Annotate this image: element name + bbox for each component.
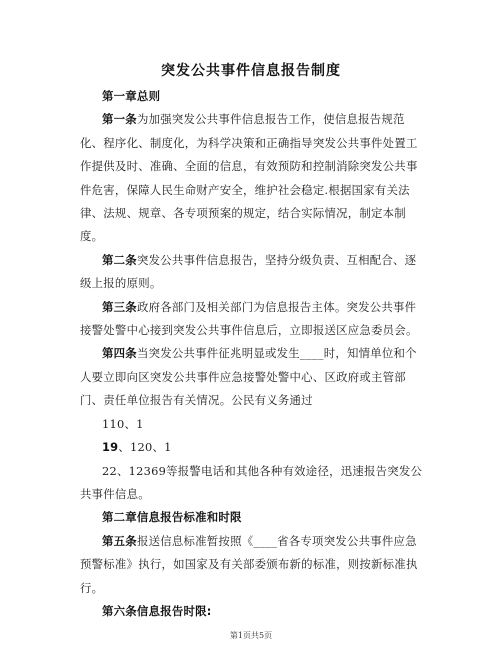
article-5-label: 第五条: [102, 533, 137, 548]
phone-line-19: [80, 436, 424, 459]
article-2: [80, 249, 424, 296]
article-3: [80, 296, 424, 343]
document-body: [80, 85, 424, 623]
phone-line-19-rest: 、120、1: [118, 440, 172, 455]
article-3-text: 政府各部门及相关部门为信息报告主体。突发公共事件接警处警中心接到突发公共事件信息后，立即报送区应急委员会。: [80, 299, 418, 338]
article-4-label: 第四条: [102, 346, 137, 361]
article-1-label: 第一条: [102, 112, 137, 127]
article-2-text: 突发公共事件信息报告，坚持分级负责、互相配合、逐级上报的原则。: [80, 252, 417, 291]
phone-line-110: 110、1: [102, 416, 144, 431]
phone-line-19-bold: 19: [102, 440, 119, 455]
article-1: [80, 108, 424, 248]
article-6-heading: 第六条信息报告时限:: [102, 603, 212, 618]
phone-line-22: 22、12369等报警电话和其他各种有效途径，迅速报告突发公共事件信息。: [80, 463, 423, 501]
chapter-2-heading: 第二章信息报告标准和时限: [102, 510, 242, 525]
article-4-text: 当突发公共事件征兆明显或发生____时，知情单位和个人要立即向区突发公共事件应急接警处警中心、区政府或主管部门、责任单位报告有关情况。公民有义务通过: [80, 346, 417, 408]
chapter-1-heading: 第一章总则: [102, 89, 161, 103]
article-5: [80, 530, 424, 600]
article-1-text: 为加强突发公共事件信息报告工作，使信息报告规范化、程序化、制度化，为科学决策和正确指导突发公共事件处置工作提供及时、准确、全面的信息，有效预防和控制消除突发公共事件危害，保障人民生命财产安全，维护社会稳定.根据国家有关法律、法规、规章、各专项预案的规定，结合实际情况，制定本制度。: [80, 112, 418, 244]
article-5-text: 报送信息标准暂按照《____省各专项突发公共事件应急预警标准》执行，如国家及有关部委颁布新的标准，则按新标准执行。: [80, 533, 418, 595]
article-2-label: 第二条: [102, 252, 137, 267]
article-4: [80, 342, 424, 412]
article-3-label: 第三条: [102, 299, 137, 314]
page-indicator: 第1页共5页: [229, 631, 273, 640]
document-title: 突发公共事件信息报告制度: [161, 63, 341, 79]
